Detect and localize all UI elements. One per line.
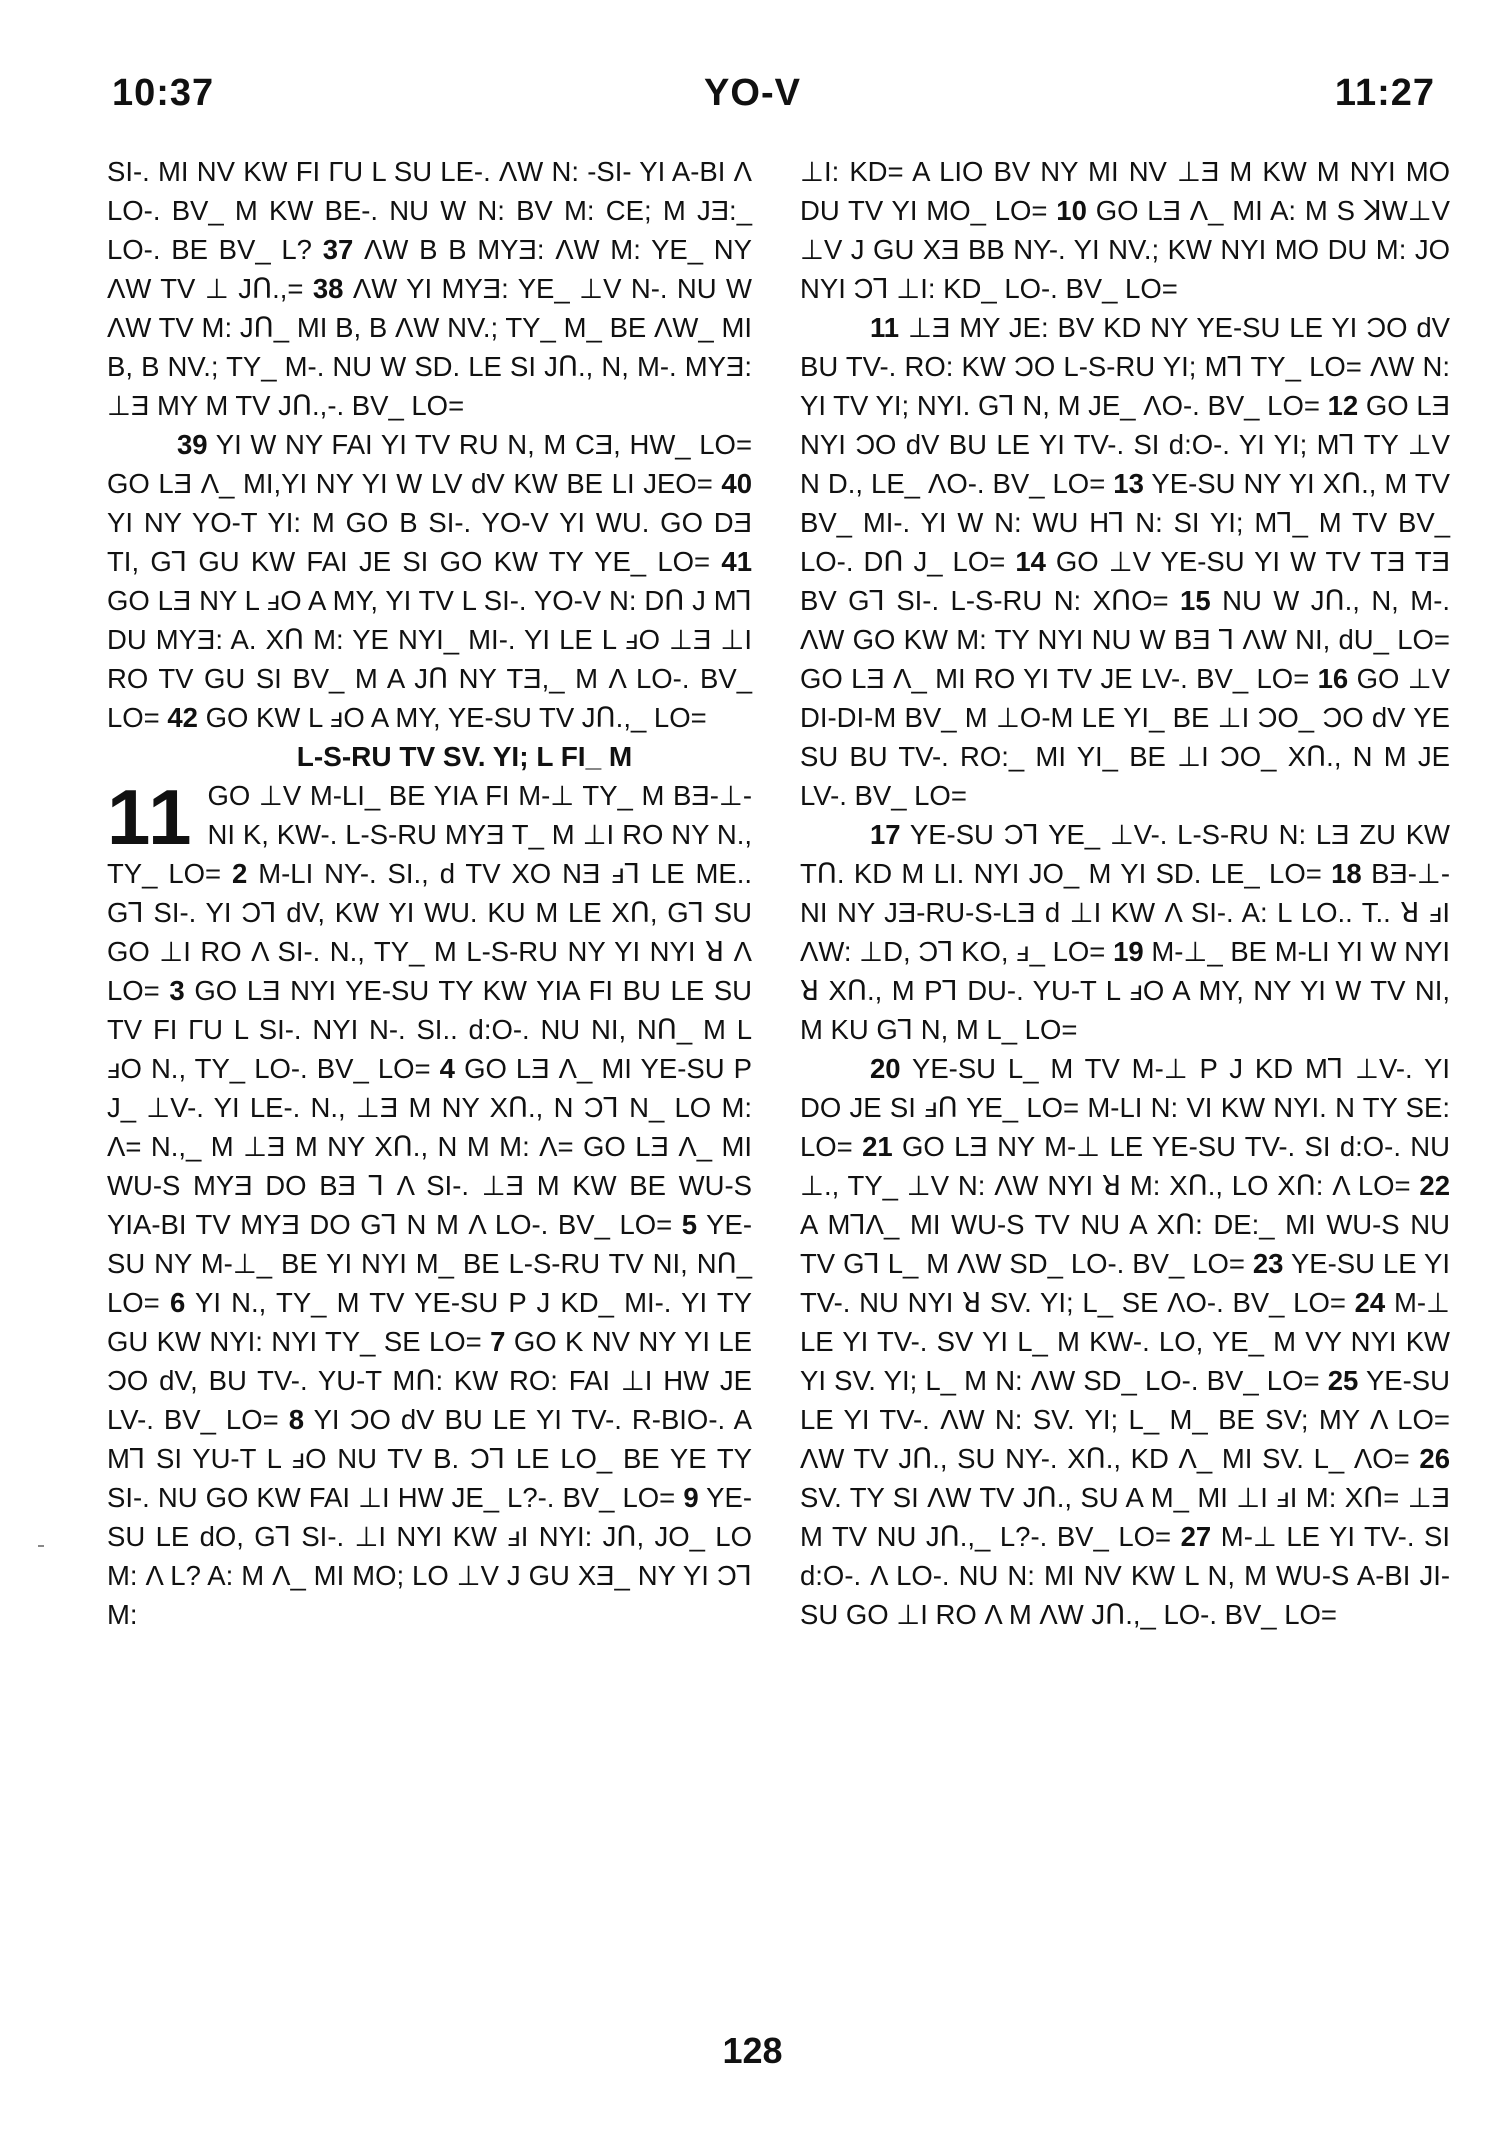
verse-text: SV. TY SI ΛW TV JՈ., SU A M_ MI ⊥I ⅎI M: XՈ= ⊥Ǝ M TV NU JՈ.,_ L?-. BV_ LO= (800, 1482, 1450, 1552)
verse-text: SI-. MI NV KW FI ГU L SU LE-. ΛW N: -SI- YI A-BI Λ LO-. BV_ M KW BE-. NU W N: BV M: CE; M JƎ:_ LO-. BE BV_ L? (107, 156, 752, 265)
left-column (107, 152, 752, 1634)
verse-number: 37 (322, 234, 354, 265)
paragraph (800, 1049, 1450, 1634)
verse-text: M-⊥ LE YI TV-. SV YI L_ M KW-. LO, YE_ M VY NYI KW YI SV. YI; L_ M N: ΛW SD_ LO-. BV_ LO= (800, 1287, 1450, 1396)
verse-number: 22 (1419, 1170, 1451, 1201)
verse-number: 7 (490, 1326, 506, 1357)
verse-number: 16 (1317, 663, 1349, 694)
verse-text: ⊥Ǝ MY JE: BV KD NY YE-SU LE YI ƆO dV BU TV-. RO: KW ƆO L-S-RU YI; M⅂ TY_ LO= ΛW N: YI TV YI; NYI. G⅂ N, M JE_ ΛO-. BV_ LO= (800, 312, 1451, 421)
verse-text: YE-SU Ɔ⅂ YE_ ⊥V-. L-S-RU N: LƎ ZU KW TՈ. KD M LI. NYI JO_ M YI SD. LE_ LO= (800, 819, 1450, 889)
verse-text: GO LƎ Λ_ MI YE-SU P J_ ⊥V-. YI LE-. N., ⊥Ǝ M NY XՈ., N Ɔ⅂ N_ LO M: Λ= N.,_ M ⊥Ǝ M NY XՈ., N M M: Λ= GO LƎ Λ_ MI WU-S MYƎ DO BƎ ⅂ Λ SI-. ⊥Ǝ M KW BE WU-S YIA-BI TV MYƎ DO G⅂ N M Λ LO-. BV_ LO= (107, 1053, 753, 1240)
verse-text: M-⊥_ BE M-LI YI W NYI ꓤ XՈ., M P⅂ DU-. YU-T L ⅎO A MY, NY YI W TV NI, M KU G⅂ N, M L_ LO= (800, 936, 1451, 1045)
verse-text: YE-SU LE YI TV-. ΛW N: SV. YI; L_ M_ BE SV; MY Λ LO= ΛW TV JՈ., SU NY-. XՈ., KD Λ_ MI SV. L_ ΛO= (800, 1365, 1451, 1474)
verse-text: GO LƎ NYI ƆO dV BU LE YI TV-. SI d:O-. YI YI; M⅂ TY ⊥V N D., LE_ ΛO-. BV_ LO= (800, 390, 1451, 499)
verse-number: 10 (1056, 195, 1087, 226)
header-right-reference: 11:27 (1334, 72, 1435, 114)
paragraph (107, 425, 752, 737)
verse-text: M-LI NY-. SI., d TV XO NƎ ⅎ⅂ LE ME.. G⅂ SI-. YI Ɔ⅂ dV, KW YI WU. KU M LE XՈ, G⅂ SU GO ⊥I RO Λ SI-. N., TY_ M L-S-RU NY YI NYI ꓤ Λ LO= (107, 858, 753, 1006)
verse-text: BƎ-⊥-NI NY JƎ-RU-S-LƎ d ⊥I KW Λ SI-. A: L LO.. T.. ꓤ ⅎI ΛW: ⊥D, Ɔ⅂ KO, ⅎ_ LO= (800, 858, 1451, 967)
verse-text: GO ⊥V YE-SU YI W TV TƎ TƎ BV G⅂ SI-. L-S-RU N: XՈO= (800, 546, 1450, 616)
verse-number: 3 (169, 975, 185, 1006)
verse-number: 13 (1113, 468, 1144, 499)
chapter-number: 11 (107, 773, 194, 861)
paragraph (107, 152, 752, 425)
verse-number: 5 (681, 1209, 698, 1240)
verse-text: YI NY YO-T YI: M GO B SI-. YO-V YI WU. GO DƎ TI, G⅂ GU KW FAI JE SI GO KW TY YE_ LO= (107, 507, 752, 577)
section-heading: L-S-RU TV SV. YI; L FI_ M (296, 741, 633, 772)
verse-text: NU W JՈ., N, M-. ΛW GO KW M: TY NYI NU W BƎ ⅂ ΛW NI, dU_ LO= GO LƎ Λ_ MI RO YI TV JE LV-. BV_ LO= (800, 585, 1450, 694)
verse-text: GO ⊥V DI-DI-M BV_ M ⊥O-M LE YI_ BE ⊥I ƆO_ ƆO dV YE SU BU TV-. RO:_ MI YI_ BE ⊥I ƆO_ XՈ., N M JE LV-. BV_ LO= (800, 663, 1451, 811)
verse-number: 41 (721, 546, 752, 577)
verse-text: YI ƆO dV BU LE YI TV-. R-BIO-. A M⅂ SI YU-T L ⅎO NU TV B. Ɔ⅂ LE LO_ BE YE TY SI-. NU GO KW FAI ⊥I HW JE_ L?-. BV_ LO= (107, 1404, 752, 1513)
verse-text: YE-SU NY M-⊥_ BE YI NYI M_ BE L-S-RU TV NI, NՈ_ LO= (107, 1209, 752, 1318)
verse-text: GO KW L ⅎO A MY, YE-SU TV JՈ.,_ LO= (205, 702, 707, 733)
verse-number: 21 (862, 1131, 893, 1162)
paragraph (107, 773, 753, 1634)
margin-mark (38, 1545, 44, 1547)
verse-text: GO LƎ Λ_ MI A: M S ꓘW⊥V ⊥V J GU XƎ BB NY-. YI NV.; KW NYI MO DU M: JO NYI Ɔ⅂ ⊥I: KD_ LO-. BV_ LO= (800, 195, 1451, 304)
verse-number: 23 (1252, 1248, 1284, 1279)
verse-text: YE-SU LE dO, G⅂ SI-. ⊥I NYI KW ⅎI NYI: JՈ, JO_ LO M: Λ L? A: M Λ_ MI MO; LO ⊥V J GU XƎ_ NY YI Ɔ⅂ M: (107, 1482, 753, 1630)
verse-number: 8 (288, 1404, 305, 1435)
verse-number: 12 (1327, 390, 1359, 421)
verse-number: 38 (312, 273, 344, 304)
verse-number: 15 (1180, 585, 1211, 616)
verse-text: ΛW YI MYƎ: YE_ ⊥V N-. NU W ΛW TV M: JՈ_ MI B, B ΛW NV.; TY_ M_ BE ΛW_ MI B, B NV.; TY_ M-. NU W SD. LE SI JՈ., N, M-. MYƎ: ⊥Ǝ MY M TV JՈ.,-. BV_ LO= (107, 273, 753, 421)
verse-number: 11 (870, 312, 900, 343)
page-number: 128 (722, 2030, 783, 2071)
paragraph (800, 815, 1450, 1049)
verse-number: 20 (870, 1053, 901, 1084)
verse-text: GO K NV NY YI LE ƆO dV, BU TV-. YU-T MՈ: KW RO: FAI ⊥I HW JE LV-. BV_ LO= (107, 1326, 753, 1435)
verse-text: GO LƎ NY M-⊥ LE YE-SU TV-. SI d:O-. NU ⊥., TY_ ⊥V N: ΛW NYI ꓤ M: XՈ., LO XՈ: Λ LO= (800, 1131, 1451, 1201)
verse-text: YI N., TY_ M TV YE-SU P J KD_ MI-. YI TY GU KW NYI: NYI TY_ SE LO= (107, 1287, 752, 1357)
verse-number: 40 (721, 468, 752, 499)
verse-text: GO LƎ NY L ⅎO A MY, YI TV L SI-. YO-V N: DՈ J M⅂ DU MYƎ: A. XՈ M: YE NYI_ MI-. YI LE L ⅎO ⊥Ǝ ⊥I RO TV GU SI BV_ M A JՈ NY TƎ,_ M Λ LO-. BV_ LO= (107, 585, 752, 733)
verse-number: 18 (1331, 858, 1362, 889)
right-column (800, 152, 1450, 1634)
verse-text: YE-SU L_ M TV M-⊥ P J KD M⅂ ⊥V-. YI DO JE SI ⅎՈ YE_ LO= M-LI N: VI KW NYI. N TY SE: LO= (800, 1053, 1450, 1162)
verse-number: 2 (232, 858, 248, 889)
verse-text: M-⊥ LE YI TV-. SI d:O-. Λ LO-. NU N: MI NV KW L N, M WU-S A-BI JI-SU GO ⊥I RO Λ M ΛW JՈ.,_ LO-. BV_ LO= (800, 1521, 1450, 1630)
verse-number: 42 (167, 702, 198, 733)
verse-number: 25 (1327, 1365, 1359, 1396)
paragraph (800, 308, 1450, 815)
verse-text: YI W NY FAI YI TV RU N, M CƎ, HW_ LO= GO LƎ Λ_ MI,YI NY YI W LV dV KW BE LI JEO= (107, 429, 752, 499)
verse-text: YE-SU LE YI TV-. NU NYI ꓤ SV. YI; L_ SE ΛO-. BV_ LO= (800, 1248, 1450, 1318)
paragraph (800, 152, 1450, 308)
verse-text: YE-SU NY YI XՈ., M TV BV_ MI-. YI W N: WU H⅂ N: SI YI; M⅂_ M TV BV_ LO-. DՈ J_ LO= (800, 468, 1450, 577)
verse-number: 14 (1015, 546, 1046, 577)
verse-number: 17 (870, 819, 901, 850)
verse-number: 27 (1180, 1521, 1212, 1552)
verse-number: 24 (1354, 1287, 1386, 1318)
verse-text: ΛW B B MYƎ: ΛW M: YE_ NY ΛW TV ⊥ JՈ.,= (107, 234, 753, 304)
header-left-reference: 10:37 (112, 72, 215, 114)
verse-number: 6 (169, 1287, 186, 1318)
header-book-title: YO-V (704, 72, 801, 114)
verse-text: A M⅂Λ_ MI WU-S TV NU A XՈ: DE:_ MI WU-S NU TV G⅂ L_ M ΛW SD_ LO-. BV_ LO= (800, 1209, 1450, 1279)
verse-number: 4 (439, 1053, 455, 1084)
verse-text: GO LƎ NYI YE-SU TY KW YIA FI BU LE SU TV FI ГU L SI-. NYI N-. SI.. d:O-. NU NI, NՈ_ M L ⅎO N., TY_ LO-. BV_ LO= (107, 975, 753, 1084)
verse-number: 39 (177, 429, 208, 460)
verse-number: 9 (683, 1482, 699, 1513)
verse-number: 26 (1419, 1443, 1450, 1474)
verse-text: GO ⊥V M-LI_ BE YIA FI M-⊥ TY_ M BƎ-⊥-NI K, KW-. L-S-RU MYƎ T_ M ⊥I RO NY N., TY_ LO= (107, 780, 752, 889)
verse-text: ⊥I: KD= A LIO BV NY MI NV ⊥Ǝ M KW M NYI MO DU TV YI MO_ LO= (800, 156, 1450, 226)
verse-number: 19 (1113, 936, 1144, 967)
